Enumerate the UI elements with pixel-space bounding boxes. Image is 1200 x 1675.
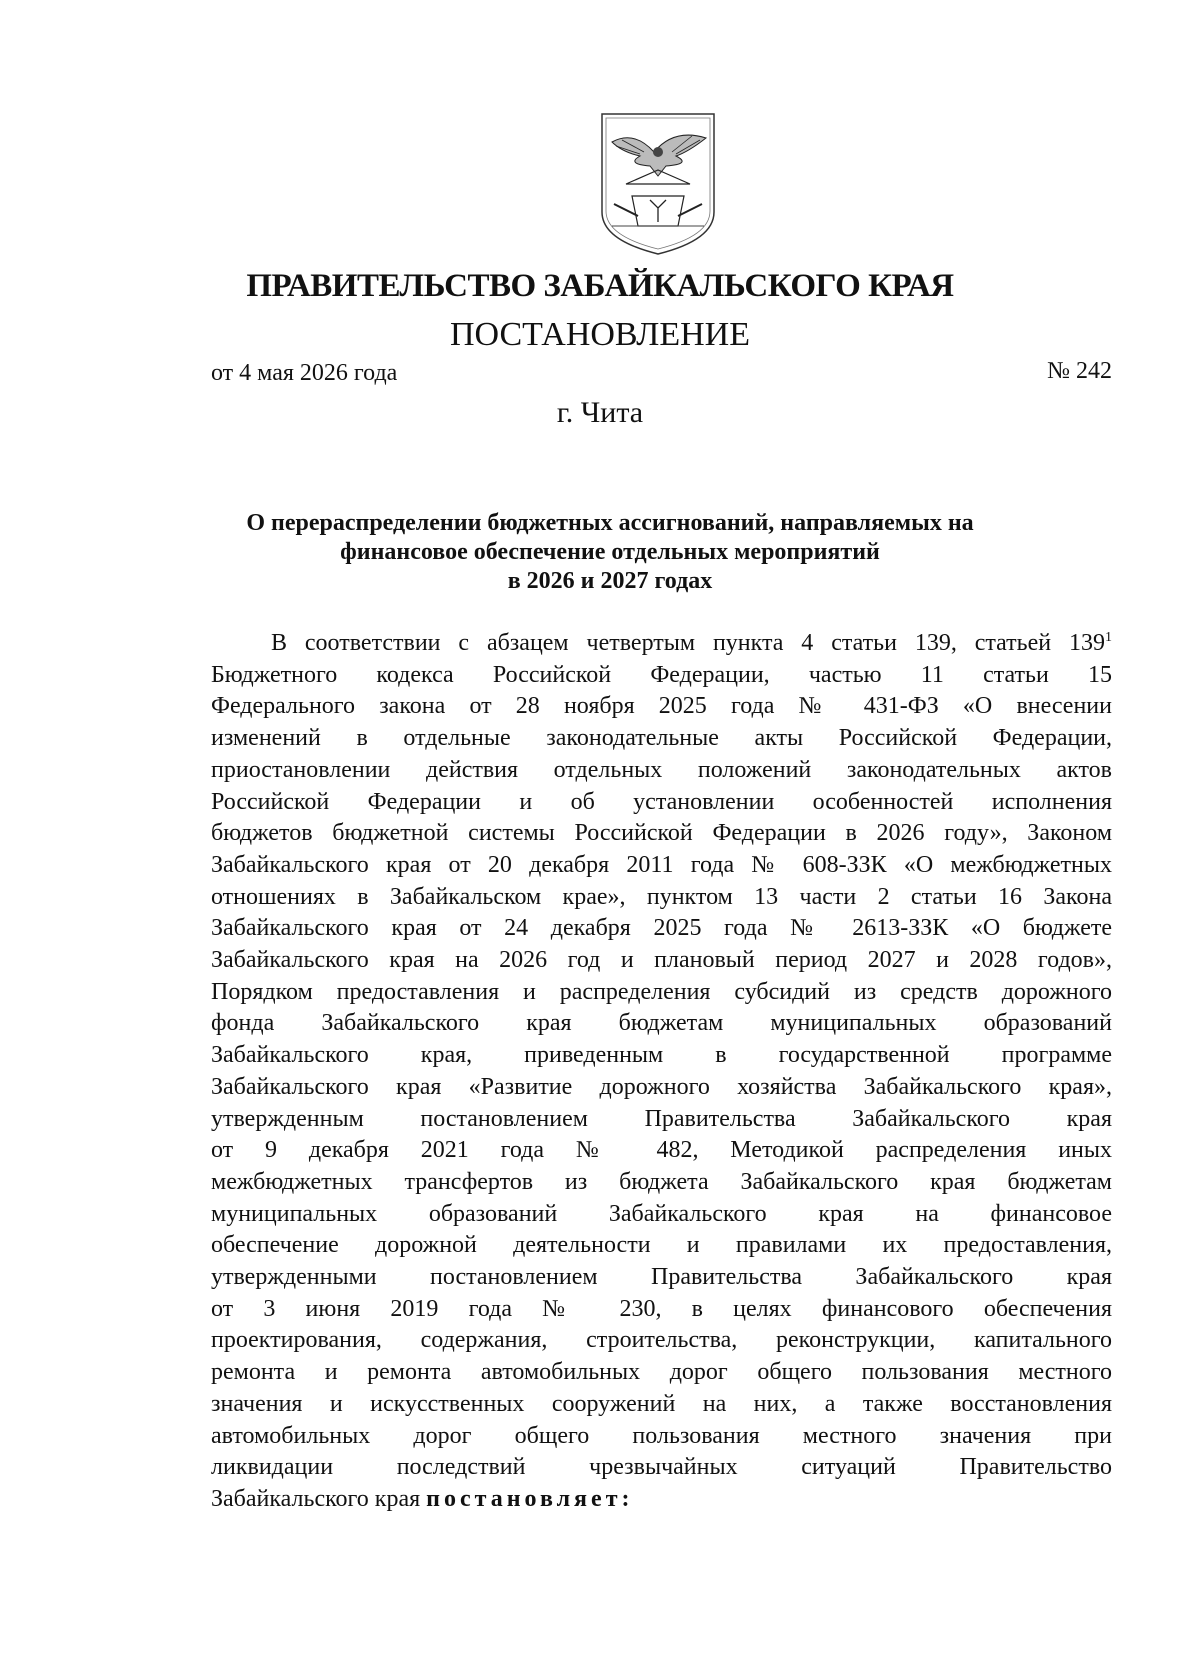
- body-line: Российской Федерации и об установлении особенностей исполнения: [211, 788, 1112, 815]
- title-line: в 2026 и 2027 годах: [507, 568, 713, 594]
- body-line: Порядком предоставления и распределения субсидий из средств дорожного: [211, 978, 1112, 1005]
- organization-name: ПРАВИТЕЛЬСТВО ЗАБАЙКАЛЬСКОГО КРАЯ: [246, 268, 954, 304]
- resolution-keyword: постановляет:: [426, 1485, 634, 1512]
- body-line: от 3 июня 2019 года № 230, в целях финансового обеспечения: [211, 1295, 1112, 1322]
- body-line: ремонта и ремонта автомобильных дорог общего пользования местного: [211, 1359, 1112, 1386]
- title-line: О перераспределении бюджетных ассигнований, направляемых на: [246, 510, 974, 536]
- body-line: межбюджетных трансфертов из бюджета Забайкальского края бюджетам: [211, 1168, 1112, 1195]
- body-line: Забайкальского края «Развитие дорожного хозяйства Забайкальского края»,: [211, 1073, 1112, 1100]
- body-line: отношениях в Забайкальском крае», пунктом 13 части 2 статьи 16 Закона: [211, 883, 1112, 910]
- document-title: [160, 509, 1060, 596]
- body-line: [211, 1484, 1112, 1516]
- body-line: значения и искусственных сооружений на них, а также восстановления: [211, 1390, 1112, 1417]
- body-line: фонда Забайкальского края бюджетам муниципальных образований: [211, 1010, 1112, 1037]
- body-line: Забайкальского края, приведенным в государственной программе: [211, 1042, 1112, 1069]
- body-paragraph: [211, 628, 1112, 1516]
- body-line: бюджетов бюджетной системы Российской Федерации в 2026 году», Законом: [211, 820, 1112, 847]
- body-line: муниципальных образований Забайкальского края на финансовое: [211, 1200, 1112, 1227]
- body-line-text: В соответствии с абзацем четвертым пункта 4 статьи 139, статьей 139: [271, 630, 1105, 656]
- body-line: Забайкальского края от 20 декабря 2011 года № 608-ЗЗК «О межбюджетных: [211, 851, 1112, 878]
- body-line: обеспечение дорожной деятельности и правилами их предоставления,: [211, 1232, 1112, 1259]
- body-line: проектирования, содержания, строительства, реконструкции, капитального: [211, 1327, 1112, 1354]
- body-line: автомобильных дорог общего пользования местного значения при: [211, 1422, 1112, 1449]
- body-line: Забайкальского края от 24 декабря 2025 года № 2613-ЗЗК «О бюджете: [211, 915, 1112, 942]
- document-city: г. Чита: [556, 396, 644, 429]
- body-line: утвержденными постановлением Правительства Забайкальского края: [211, 1264, 1112, 1291]
- body-line: ликвидации последствий чрезвычайных ситуаций Правительство: [211, 1454, 1112, 1481]
- body-line: Забайкальского края на 2026 год и плановый период 2027 и 2028 годов»,: [211, 947, 1112, 974]
- title-line: финансовое обеспечение отдельных мероприятий: [340, 539, 880, 565]
- body-line: изменений в отдельные законодательные акты Российской Федерации,: [211, 725, 1112, 752]
- body-line: [211, 628, 1112, 660]
- document-date: от 4 мая 2026 года: [211, 360, 398, 386]
- body-line-text: Забайкальского края: [211, 1485, 427, 1512]
- coat-of-arms-emblem: [592, 108, 724, 258]
- document-number: № 242: [1047, 358, 1112, 384]
- superscript: 1: [1105, 630, 1112, 645]
- body-line: утвержденным постановлением Правительства Забайкальского края: [211, 1105, 1112, 1132]
- body-line: от 9 декабря 2021 года № 482, Методикой распределения иных: [211, 1137, 1112, 1164]
- body-line: Федерального закона от 28 ноября 2025 года № 431-ФЗ «О внесении: [211, 693, 1112, 720]
- body-line: Бюджетного кодекса Российской Федерации, частью 11 статьи 15: [211, 661, 1112, 688]
- document-type: ПОСТАНОВЛЕНИЕ: [449, 316, 751, 353]
- body-line: приостановлении действия отдельных положений законодательных актов: [211, 756, 1112, 783]
